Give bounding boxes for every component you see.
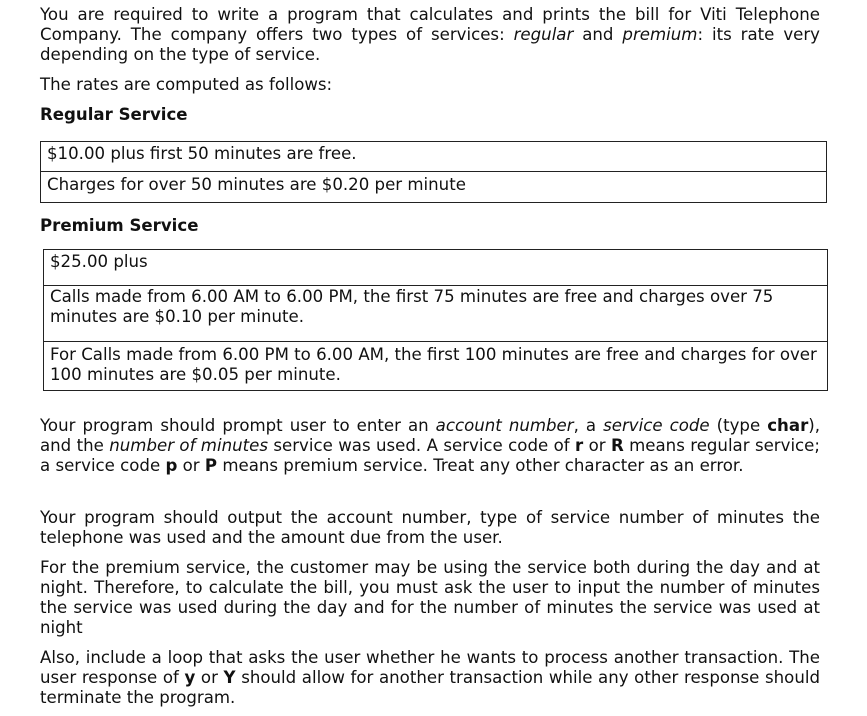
output-instructions-paragraph: Your program should output the account number, type of service number of minutes the telephone was used and the amount due from the user.: [40, 508, 820, 547]
text: or: [177, 456, 205, 475]
code-p: p: [165, 456, 178, 475]
text: should allow for another transaction while any other response should terminate the program.: [40, 668, 820, 707]
code-P: P: [204, 456, 218, 475]
regular-service-table: [40, 141, 827, 203]
service-code-term: service code: [603, 416, 710, 435]
text: means premium service. Treat any other character as an error.: [217, 456, 744, 475]
intro-text: You are required to write a program that calculates and prints the bill for Viti Telephone Company. The company offers two types of services:: [40, 5, 820, 44]
regular-row-base: $10.00 plus first 50 minutes are free.: [41, 142, 826, 172]
premium-day-night-paragraph: For the premium service, the customer may be using the service both during the day and at night. Therefore, to calculate the bill, you must ask the user to input the number of minutes the service was used during the day and for the number of minutes the service was used at night: [40, 558, 820, 637]
input-instructions-paragraph: [40, 416, 820, 476]
premium-row-day: Calls made from 6.00 AM to 6.00 PM, the first 75 minutes are free and charges over 75 minutes are $0.10 per minute.: [44, 286, 827, 342]
code-r: r: [574, 436, 584, 455]
char-term: char: [767, 416, 809, 435]
premium-row-night: For Calls made from 6.00 PM to 6.00 AM, the first 100 minutes are free and charges for over 100 minutes are $0.05 per minute.: [50, 345, 817, 384]
premium-term: premium: [622, 25, 698, 44]
text: or: [583, 436, 611, 455]
text: , a: [573, 416, 604, 435]
premium-service-table: [43, 249, 828, 391]
text: (type: [709, 416, 768, 435]
regular-term: regular: [513, 25, 574, 44]
account-number-term: account number: [435, 416, 574, 435]
response-y: y: [184, 668, 196, 687]
text: or: [195, 668, 224, 687]
minutes-term: number of minutes: [109, 436, 268, 455]
loop-instructions-paragraph: [40, 648, 820, 708]
premium-row-base: $25.00 plus: [44, 250, 827, 286]
intro-paragraph: [40, 5, 820, 65]
regular-service-heading: Regular Service: [40, 105, 188, 124]
intro-text-end: : its rate very depending on the type of service.: [40, 25, 820, 64]
premium-service-heading: Premium Service: [40, 216, 199, 235]
regular-row-over: Charges for over 50 minutes are $0.20 per minute: [47, 175, 466, 194]
text: ), and the: [40, 416, 820, 455]
text: Also, include a loop that asks the user whether he wants to process another transaction. The user response of: [40, 648, 820, 687]
text: means regular service; a service code: [40, 436, 820, 475]
intro-text-and: and: [573, 25, 623, 44]
rates-intro: The rates are computed as follows:: [40, 75, 333, 94]
text: service was used. A service code of: [267, 436, 575, 455]
text: Your program should prompt user to enter an: [40, 416, 436, 435]
code-R: R: [610, 436, 624, 455]
response-Y: Y: [223, 668, 236, 687]
